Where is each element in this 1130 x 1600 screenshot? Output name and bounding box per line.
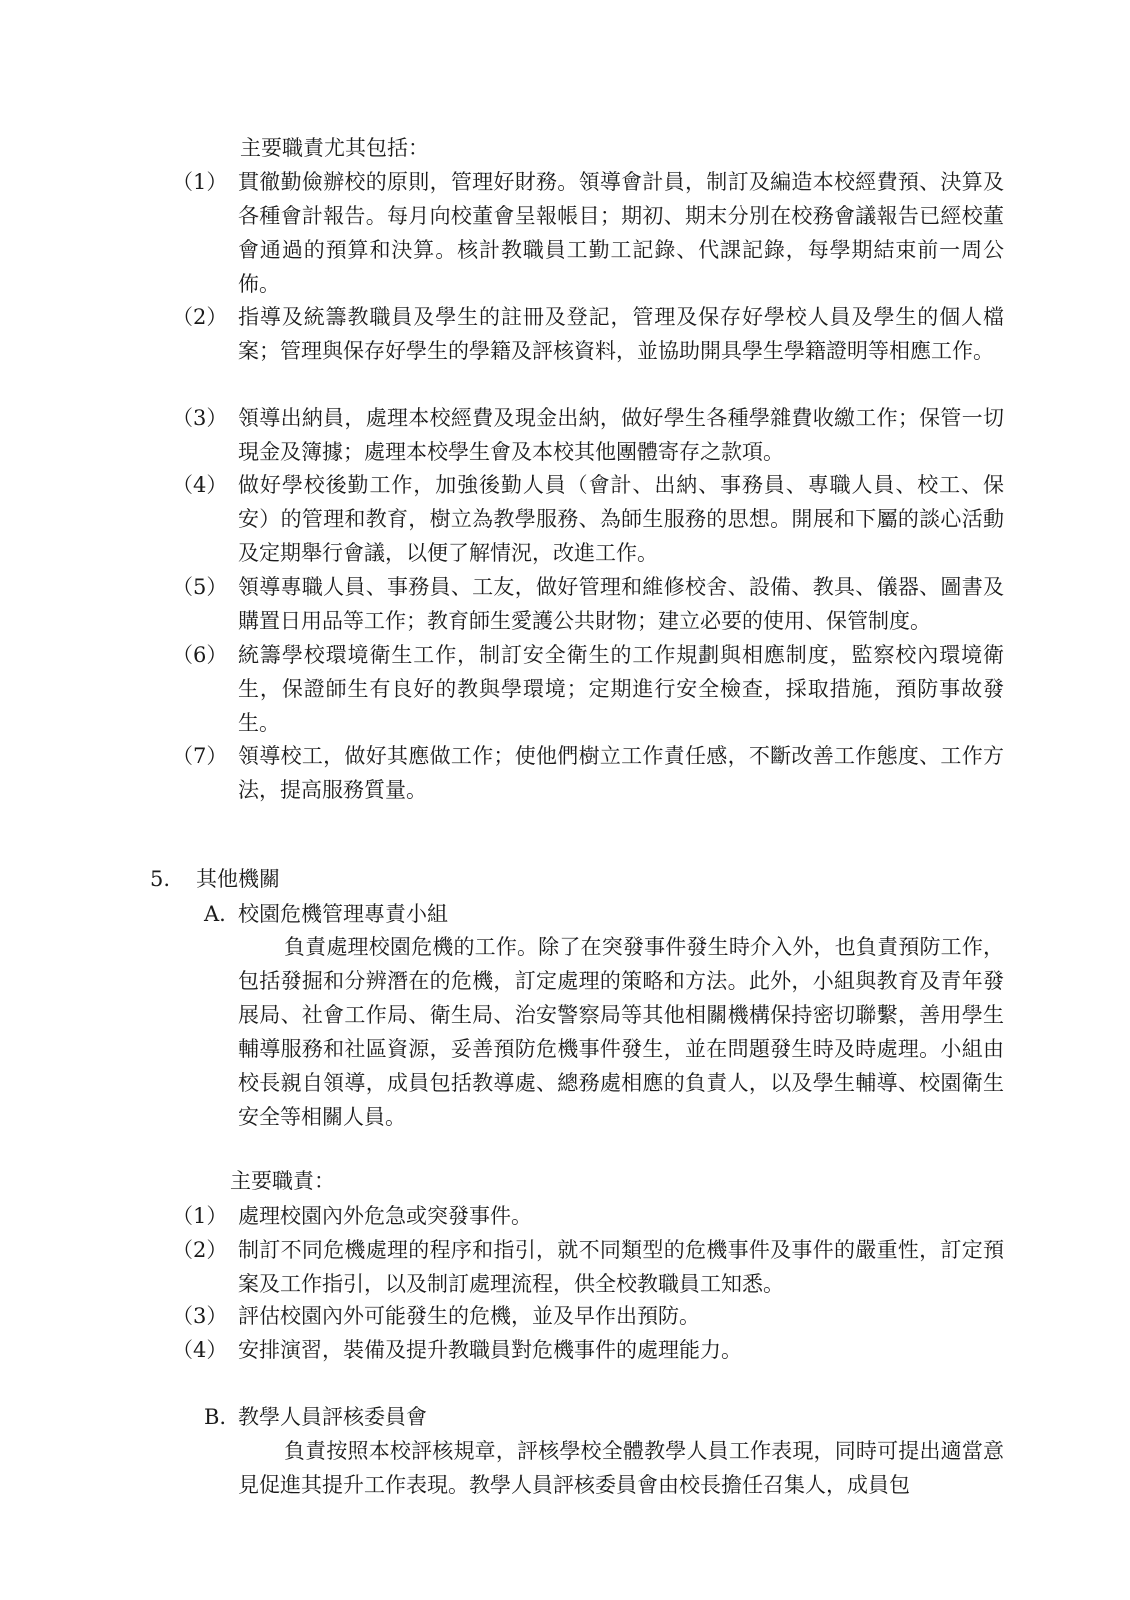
subsection-letter: B.: [204, 1405, 227, 1429]
duty-number: （4）: [172, 1338, 228, 1362]
subsection-letter: A.: [204, 902, 226, 926]
duty-text: 貫徹勤儉辦校的原則，管理好財務。領導會計員，制訂及編造本校經費預、決算及各種會計報告。每月向校董會呈報帳目；期初、期末分別在校務會議報告已經校董會通過的預算和決算。核計教職員工勤工記錄、代課記錄，每學期結束前一周公佈。: [238, 170, 1004, 296]
duty-text: 領導出納員，處理本校經費及現金出納，做好學生各種學雜費收繳工作；保管一切現金及簿據；處理本校學生會及本校其他團體寄存之款項。: [238, 406, 1004, 464]
subsection-a-duties-heading: 主要職責：: [230, 1169, 335, 1193]
duty-number: （5）: [172, 575, 228, 599]
duty-number: （4）: [172, 473, 228, 497]
duty-number: （3）: [172, 1304, 228, 1328]
duty-text: 制訂不同危機處理的程序和指引，就不同類型的危機事件及事件的嚴重性，訂定預案及工作指引，以及制訂處理流程，供全校教職員工知悉。: [238, 1238, 1004, 1296]
duty-number: （2）: [172, 305, 228, 329]
duty-text: 統籌學校環境衛生工作，制訂安全衛生的工作規劃與相應制度，監察校內環境衛生，保證師生有良好的教與學環境；定期進行安全檢查，採取措施，預防事故發生。: [238, 643, 1004, 735]
duty-text: 指導及統籌教職員及學生的註冊及登記，管理及保存好學校人員及學生的個人檔案；管理與保存好學生的學籍及評核資料，並協助開具學生學籍證明等相應工作。: [238, 305, 1004, 363]
duty-number: （1）: [172, 1204, 228, 1228]
subsection-title: 校園危機管理專責小組: [238, 902, 448, 926]
duty-text: 安排演習，裝備及提升教職員對危機事件的處理能力。: [238, 1338, 742, 1362]
duty-number: （6）: [172, 643, 228, 667]
subsection-a-paragraph: 負責處理校園危機的工作。除了在突發事件發生時介入外，也負責預防工作，包括發掘和分辨潛在的危機，訂定處理的策略和方法。此外，小組與教育及青年發展局、社會工作局、衛生局、治安警察局等其他相關機構保持密切聯繫，善用學生輔導服務和社區資源，妥善預防危機事件發生，並在問題發生時及時處理。小組由校長親自領導，成員包括教導處、總務處相應的負責人，以及學生輔導、校園衛生安全等相關人員。: [238, 935, 1004, 1129]
duties-intro: 主要職責尤其包括：: [240, 136, 429, 160]
duty-text: 做好學校後勤工作，加強後勤人員（會計、出納、事務員、專職人員、校工、保安）的管理和教育，樹立為教學服務、為師生服務的思想。開展和下屬的談心活動及定期舉行會議，以便了解情況，改進工作。: [238, 473, 1004, 565]
duty-number: （2）: [172, 1238, 228, 1262]
duty-text: 評估校園內外可能發生的危機，並及早作出預防。: [238, 1304, 700, 1328]
duty-text: 領導專職人員、事務員、工友，做好管理和維修校舍、設備、教具、儀器、圖書及購置日用品等工作；教育師生愛護公共財物；建立必要的使用、保管制度。: [238, 575, 1004, 633]
duty-text: 處理校園內外危急或突發事件。: [238, 1204, 532, 1228]
section-title: 其他機關: [196, 867, 280, 891]
duty-text: 領導校工，做好其應做工作；使他們樹立工作責任感，不斷改善工作態度、工作方法，提高服務質量。: [238, 744, 1004, 802]
duty-number: （1）: [172, 170, 228, 194]
subsection-title: 教學人員評核委員會: [238, 1405, 427, 1429]
subsection-b-paragraph: 負責按照本校評核規章，評核學校全體教學人員工作表現，同時可提出適當意見促進其提升工作表現。教學人員評核委員會由校長擔任召集人，成員包: [238, 1439, 1004, 1497]
duty-number: （7）: [172, 744, 228, 768]
duty-number: （3）: [172, 406, 228, 430]
section-number: 5.: [150, 867, 171, 891]
